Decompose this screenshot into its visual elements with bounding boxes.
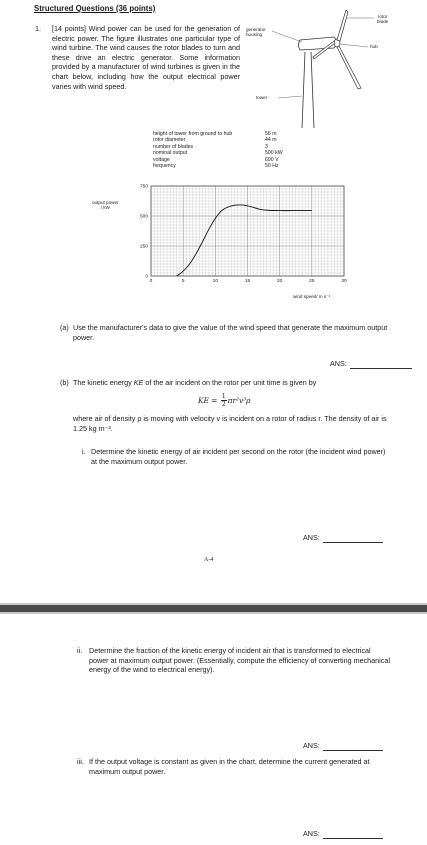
part-a-label: (a)	[60, 323, 69, 332]
spec-values	[265, 131, 283, 169]
spec-value: 690 V	[265, 156, 279, 163]
spec-label: frequency	[153, 163, 176, 170]
part-b-explanation: where air of density ρ is moving with velocity v is incident on a rotor of radius r. The density of air is 1.25 kg m⁻³.	[73, 414, 387, 433]
question-number: 1.	[35, 24, 41, 33]
part-b-ii-label: ii.	[77, 646, 83, 655]
spec-label: voltage	[153, 156, 170, 163]
part-b-ii-answer[interactable]	[303, 741, 383, 751]
formula-fraction	[221, 393, 227, 408]
x-tick-label: 15	[244, 279, 251, 284]
hub-label: hub	[370, 44, 378, 49]
y-tick-label: 500	[139, 214, 148, 220]
page-number: A-4	[204, 557, 214, 563]
ke-formula	[198, 393, 250, 408]
turbine-tower	[302, 52, 314, 128]
part-b-i-text: Determine the kinetic energy of air incident per second on the rotor (the incident wind power) at the maximum output power.	[91, 447, 386, 466]
x-tick-label: 0	[149, 279, 153, 284]
ans-label: ANS:	[303, 741, 320, 750]
y-tick-label: 0	[145, 274, 148, 280]
x-tick-label: 5	[181, 279, 185, 284]
x-tick-label: 30	[341, 279, 347, 284]
spec-value: 56 m	[265, 131, 277, 137]
chart-x-axis-label: wind speed/ m s⁻¹	[293, 294, 331, 299]
ke-symbol: KE	[133, 378, 144, 387]
formula-lhs: KE =	[198, 396, 220, 405]
answer-line[interactable]	[323, 838, 383, 839]
part-b-iii-answer[interactable]	[303, 829, 383, 839]
part-b-ii-text: Determine the fraction of the kinetic energy of incident air that is transformed to electrical power at maximum output power. (Essentially, compute the efficiency of converting mechanical energy of the wind to electrical energy).	[89, 646, 390, 675]
rotor-blades	[313, 10, 361, 89]
part-b-i-answer[interactable]	[303, 533, 383, 543]
fraction-numerator: 1	[221, 393, 226, 400]
y-tick-label: 250	[139, 244, 148, 250]
part-b-text-post: of the air incident on the rotor per unit time is given by	[143, 378, 317, 387]
part-a-text: Use the manufacturer's data to give the value of the wind speed that generate the maximum output power.	[73, 323, 388, 342]
answer-line[interactable]	[323, 542, 383, 543]
formula-rhs: πr²v³ρ	[227, 396, 251, 405]
x-tick-label: 10	[212, 279, 219, 284]
rotor-blade-label: rotor blade	[377, 14, 389, 25]
spec-label: nominal output	[153, 150, 188, 157]
spec-label: height of tower from ground to hub	[153, 131, 233, 137]
page-break-shadow-bottom	[0, 612, 427, 614]
answer-line[interactable]	[350, 368, 412, 369]
tower-label: tower	[256, 95, 268, 100]
part-a-answer[interactable]	[330, 359, 412, 369]
part-b-iii-label: iii.	[77, 757, 84, 766]
section-heading: Structured Questions (36 points)	[34, 4, 156, 13]
x-tick-label: 25	[309, 279, 315, 284]
page-break-bar	[0, 605, 427, 612]
ans-label: ANS:	[303, 533, 320, 542]
part-b-text	[73, 378, 393, 388]
fraction-denominator: 2	[221, 401, 226, 408]
answer-line[interactable]	[323, 750, 383, 751]
spec-labels	[153, 131, 232, 169]
part-b-iii-text: If the output voltage is constant as given in the chart, determine the current generated at maximum output power.	[89, 757, 370, 776]
power-curve-chart	[128, 180, 354, 288]
question-intro: [14 points] Wind power can be used for the generation of electric power. The figure illustrates one particular type of wind turbine. The wind causes the rotor blades to turn and these drive an electric generator. Some information provided by a manufacturer of wind turbines is given in the chart below, including how the output electrical power varies with wind speed.	[52, 24, 240, 91]
chart-y-axis-label: output power / kW	[92, 200, 119, 211]
ans-label: ANS:	[330, 359, 347, 368]
y-tick-label: 750	[139, 184, 148, 190]
spec-value: 3	[265, 143, 268, 150]
ans-label: ANS:	[303, 829, 320, 838]
part-b-label: (b)	[60, 378, 69, 387]
spec-value: 50 Hz	[265, 163, 279, 170]
spec-value: 44 m	[265, 137, 277, 144]
x-tick-label: 20	[276, 279, 283, 284]
spec-value: 500 kW	[265, 150, 283, 157]
spec-label: number of blades	[153, 143, 194, 150]
part-b-text-pre: The kinetic energy	[73, 378, 134, 387]
generator-housing-label: generator housing	[246, 27, 266, 38]
spec-label: rotor diameter	[153, 137, 186, 144]
part-b-i-label: i.	[82, 447, 86, 456]
